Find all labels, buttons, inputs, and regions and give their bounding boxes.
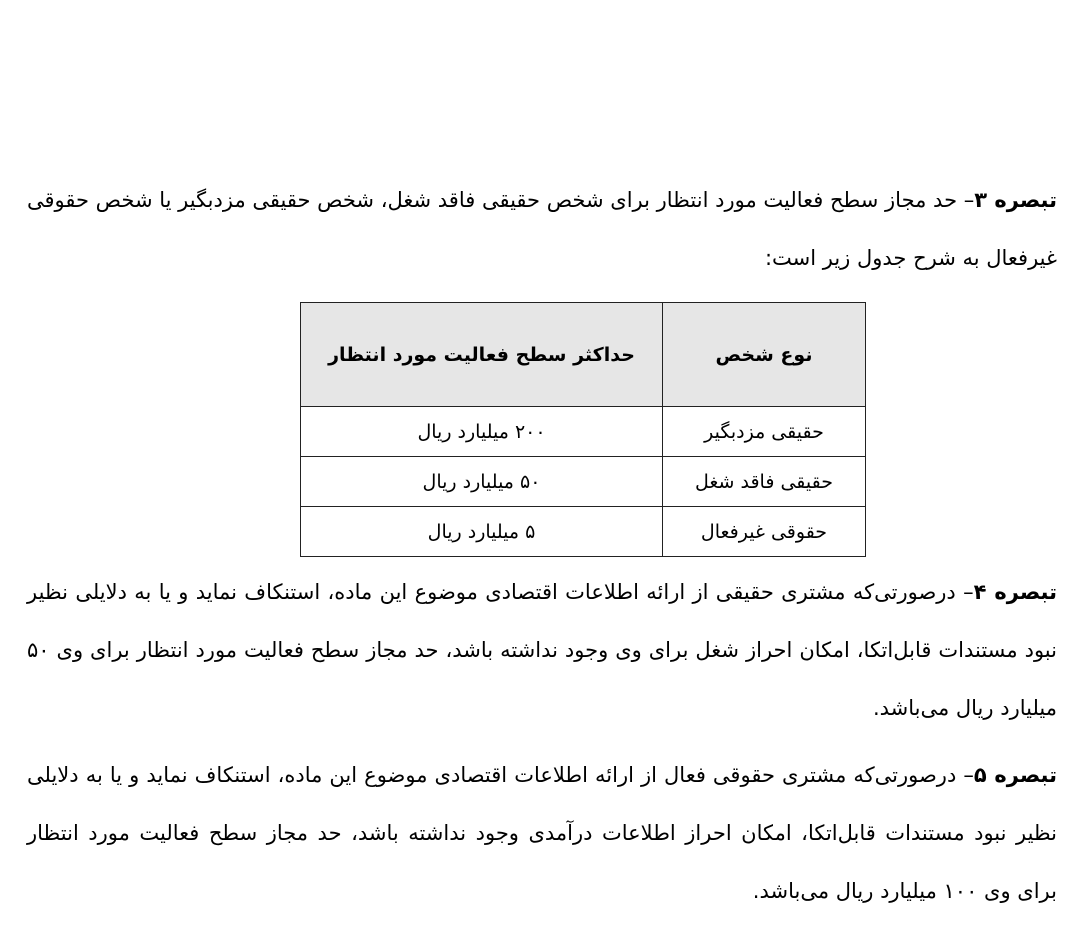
cell-max-level: ۲۰۰ میلیارد ریال	[301, 407, 663, 457]
table-row	[301, 507, 866, 557]
note-5-text: – درصورتی‌که مشتری حقوقی فعال از ارائه اطلاعات اقتصادی موضوع این ماده، استنکاف نماید و یا به دلایلی نظیر نبود مستندات قابل‌اتکا، امکان احراز اطلاعات درآمدی وجود نداشته باشد، حد مجاز سطح فعالیت مورد انتظار برای وی ۱۰۰ میلیارد ریال می‌باشد.	[27, 763, 1057, 903]
table-header-row	[301, 303, 866, 407]
cell-person-type: حقیقی مزدبگیر	[663, 407, 866, 457]
table-row	[301, 407, 866, 457]
note-4-label: تبصره ۴	[973, 580, 1057, 604]
table-row	[301, 457, 866, 507]
note-3-label: تبصره ۳	[974, 188, 1057, 212]
activity-limits-table	[300, 302, 866, 557]
cell-max-level: ۵۰ میلیارد ریال	[301, 457, 663, 507]
cell-person-type: حقوقی غیرفعال	[663, 507, 866, 557]
note-5-paragraph	[27, 746, 1057, 920]
header-max-level: حداکثر سطح فعالیت مورد انتظار	[301, 303, 663, 407]
cell-person-type: حقیقی فاقد شغل	[663, 457, 866, 507]
note-4-text: – درصورتی‌که مشتری حقیقی از ارائه اطلاعات اقتصادی موضوع این ماده، استنکاف نماید و یا به دلایلی نظیر نبود مستندات قابل‌اتکا، امکان احراز شغل برای وی وجود نداشته باشد، حد مجاز سطح فعالیت مورد انتظار برای وی ۵۰ میلیارد ریال می‌باشد.	[27, 580, 1057, 720]
note-3-paragraph	[27, 171, 1057, 287]
note-5-label: تبصره ۵	[973, 763, 1058, 787]
note-3-text: – حد مجاز سطح فعالیت مورد انتظار برای شخص حقیقی فاقد شغل، شخص حقیقی مزدبگیر یا شخص حقوقی غیرفعال به شرح جدول زیر است:	[27, 188, 1057, 270]
header-person-type: نوع شخص	[663, 303, 866, 407]
note-4-paragraph	[27, 563, 1057, 737]
cell-max-level: ۵ میلیارد ریال	[301, 507, 663, 557]
